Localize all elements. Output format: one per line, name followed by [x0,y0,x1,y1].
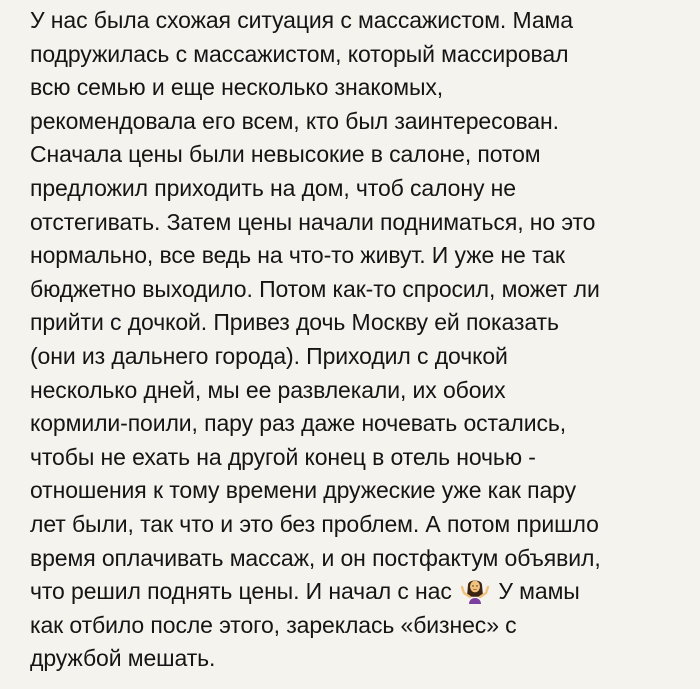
message-line: прийти с дочкой. Привез дочь Москву ей показать [30,309,559,336]
message-line: нормально, все ведь на что-то живут. И уже не так [30,242,565,269]
message-line: подружилась с массажистом, который массировал [30,40,569,67]
message-line: У нас была схожая ситуация с массажистом. Мама [30,7,573,33]
message-line: несколько дней, мы ее развлекали, их обоих [30,376,506,403]
message-fragment: У мамы [498,578,580,605]
message-line: чтобы не ехать на другой конец в отель ночью - [30,443,536,470]
message-line: кормили-поили, пару раз даже ночевать остались, [30,410,567,437]
message-line: отстегивать. Затем цены начали подниматься, но это [30,208,596,235]
message-line: как отбило после этого, зареклась «бизнес» с [30,611,517,638]
message-line: Сначала цены были невысокие в салоне, потом [30,141,541,168]
message-line: рекомендовала его всем, кто был заинтересован. [30,107,559,134]
message-text [30,4,690,676]
message-line: всю семью и еще несколько знакомых, [30,74,444,101]
message-line: время оплачивать массаж, и он постфактум объявил, [30,544,601,571]
message-line: предложил приходить на дом, чтоб салону не [30,174,516,201]
message-line: лет были, так что и это без проблем. А потом пришло [30,510,599,537]
message-fragment: что решил поднять цены. И начал с нас [30,578,452,605]
message-line: отношения к тому времени дружеские уже как пару [30,477,576,504]
woman-shrugging-icon [460,576,490,604]
message-line: (они из дальнего города). Приходил с дочкой [30,342,508,369]
message-line-with-emoji [30,575,690,609]
message-line: дружбой мешать. [30,645,216,672]
message-line: бюджетно выходило. Потом как-то спросил, может ли [30,275,600,302]
